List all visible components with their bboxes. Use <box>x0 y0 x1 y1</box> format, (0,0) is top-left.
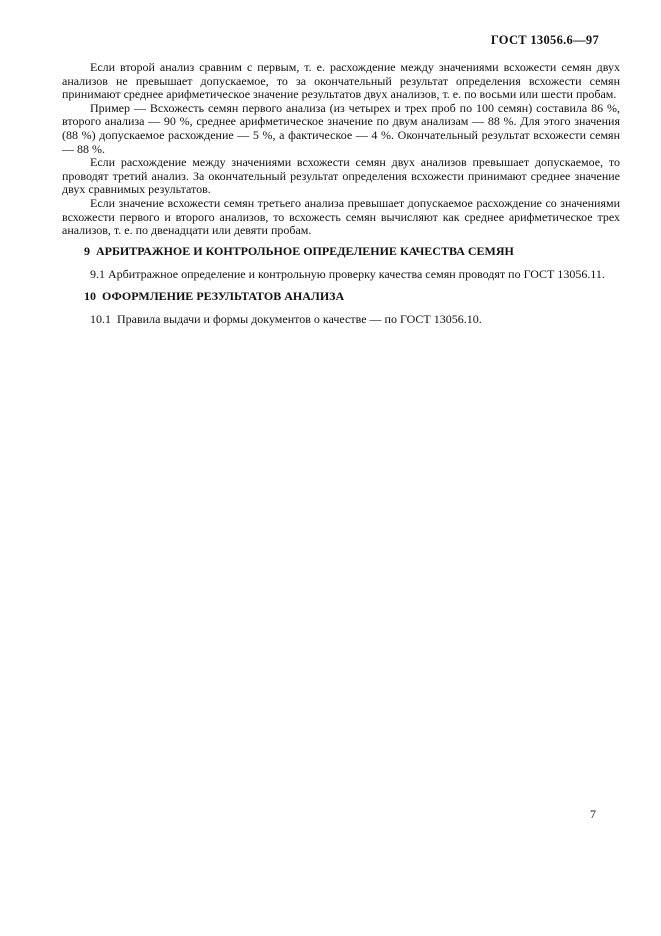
paragraph-10-1: 10.1 Правила выдачи и формы документов о качестве — по ГОСТ 13056.10. <box>90 312 482 327</box>
paragraph-third-analysis-exceeds: Если значение всхожести семян третьего анализа превышает допускаемое расхождение со значениями всхожести первого и второго анализов, то всхожесть семян вычисляют как среднее арифметическое трех анализов, т. е. по двенадцати или девяти пробам. <box>62 195 620 238</box>
document-body <box>62 61 620 327</box>
section-10-heading: 10 ОФОРМЛЕНИЕ РЕЗУЛЬТАТОВ АНАЛИЗА <box>84 289 345 304</box>
paragraph-third-analysis: Если расхождение между значениями всхожести семян двух анализов превышает допускаемое, то проводят третий анализ. За окончательный результат определения всхожести принимают среднее значение двух сравнимых результатов. <box>62 155 620 197</box>
page-number: 7 <box>590 807 596 821</box>
document-code-header: ГОСТ 13056.6—97 <box>490 33 599 47</box>
paragraph-example: Пример — Всхожесть семян первого анализа (из четырех и трех проб по 100 семян) составила 86 %, второго анализа — 90 %, среднее арифметическое значение по двум анализам — 88 %. Для этого значения (88 %) допускаемое расхождение — 5 %, а фактическое — 4 %. Окончательный результат всхожести семян — 88 %. <box>62 100 620 156</box>
paragraph-second-analysis: Если второй анализ сравним с первым, т. е. расхождение между значениями всхожести семян двух анализов не превышает допускаемое, то за окончательный результат определения всхожести семян принимают среднее арифметическое значение результатов двух анализов, т. е. по восьми или шести пробам. <box>62 60 620 102</box>
section-9-heading: 9 АРБИТРАЖНОЕ И КОНТРОЛЬНОЕ ОПРЕДЕЛЕНИЕ КАЧЕСТВА СЕМЯН <box>84 243 514 258</box>
paragraph-9-1: 9.1 Арбитражное определение и контрольную проверку качества семян проводят по ГОСТ 13056.11. <box>90 266 605 281</box>
